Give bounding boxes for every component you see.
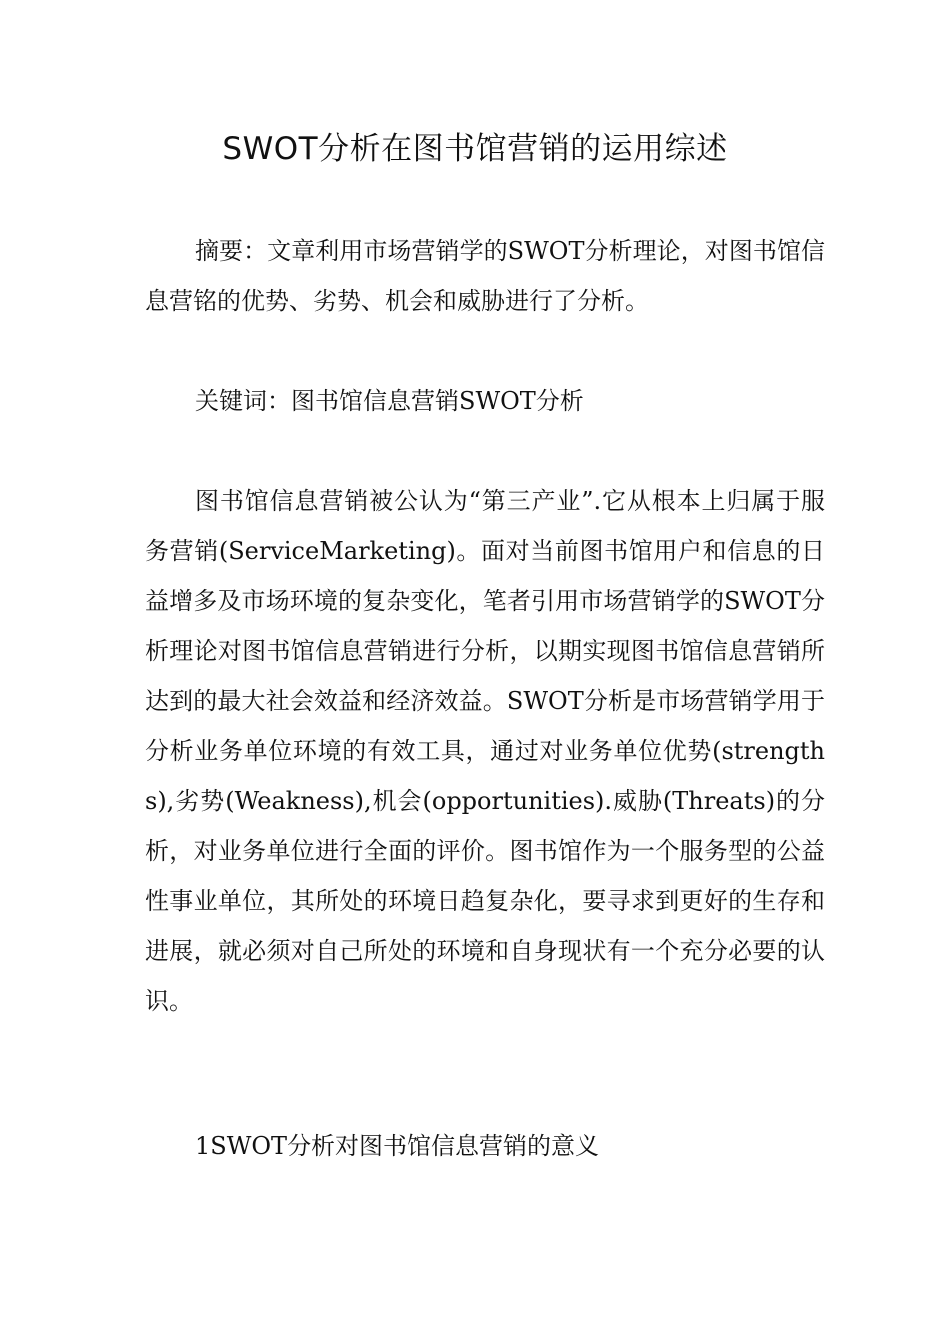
document-title: SWOT分析在图书馆营销的运用综述 (222, 131, 728, 167)
section-heading: 1SWOT分析对图书馆信息营销的意义 (195, 1132, 600, 1160)
keywords-line: 关键词：图书馆信息营销SWOT分析 (195, 387, 584, 415)
body-paragraph: 图书馆信息营销被公认为“第三产业”.它从根本上归属于服务营销(ServiceMarketing)。面对当前图书馆用户和信息的日益增多及市场环境的复杂变化，笔者引用市场营销学的SWOT分析理论对图书馆信息营销进行分析，以期实现图书馆信息营销所达到的最大社会效益和经济效益。SWOT分析是市场营销学用于分析业务单位环境的有效工具，通过对业务单位优势(strengths),劣势(Weakness),机会(opportunities).威胁(Threats)的分析，对业务单位进行全面的评价。图书馆作为一个服务型的公益性事业单位，其所处的环境日趋复杂化，要寻求到更好的生存和进展，就必须对自己所处的环境和自身现状有一个充分必要的认识。 (145, 487, 825, 1015)
abstract-paragraph: 摘要：文章利用市场营销学的SWOT分析理论，对图书馆信息营铭的优势、劣势、机会和威胁进行了分析。 (145, 237, 825, 315)
